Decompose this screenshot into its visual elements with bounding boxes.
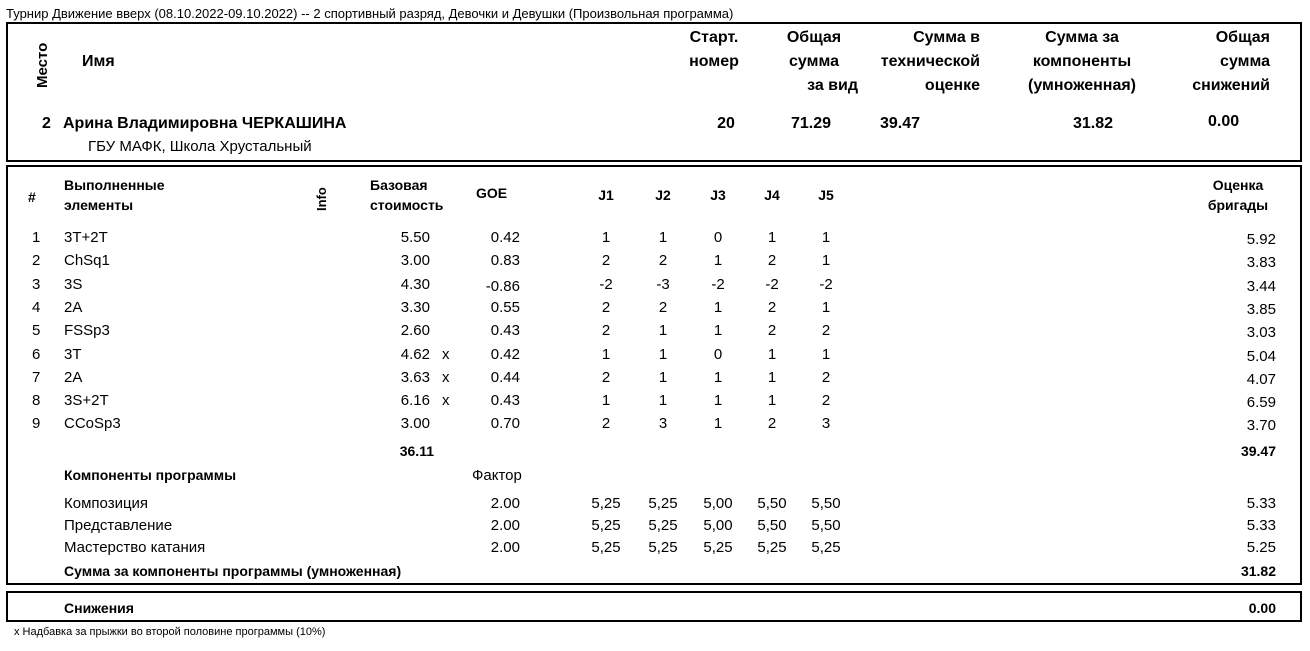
element-score: 4.07 [1246, 370, 1276, 388]
skater-pcs: 31.82 [1072, 115, 1114, 132]
judge-score: 1 [767, 229, 777, 246]
element-code: 2A [64, 298, 83, 316]
element-score: 3.70 [1246, 417, 1276, 435]
base-total: 36.11 [399, 443, 434, 459]
tes-total: 39.47 [1240, 443, 1276, 459]
element-goe: 0.43 [490, 322, 520, 340]
component-name: Представление [64, 517, 173, 534]
element-code: 3T [64, 345, 82, 363]
judge-component-score: 5,25 [757, 539, 787, 556]
tes-label: Сумма в технической оценке [880, 29, 980, 94]
components-sum: 31.82 [1240, 563, 1276, 579]
col-j4-label: J4 [764, 187, 780, 203]
judge-score: 1 [821, 229, 831, 246]
element-base: 4.62 [400, 345, 430, 363]
judge-component-score: 5,50 [757, 495, 787, 512]
judge-score: 1 [658, 392, 668, 410]
element-bonus-mark: x [442, 392, 450, 410]
col-base-label: Базовая стоимость [370, 177, 444, 213]
deductions-row-value: 0.00 [1248, 600, 1276, 616]
judge-component-score: 5,00 [703, 495, 733, 512]
element-goe: 0.44 [490, 368, 520, 386]
element-code: CCoSp3 [64, 415, 121, 433]
element-score: 3.44 [1246, 277, 1276, 295]
judge-component-score: 5,25 [648, 495, 678, 512]
component-factor: 2.00 [490, 539, 520, 556]
judge-score: 1 [767, 345, 777, 363]
col-num-label: # [28, 189, 36, 205]
skater-start-no: 20 [717, 115, 735, 132]
judge-score: 2 [767, 415, 777, 433]
col-j3-label: J3 [710, 187, 726, 203]
skater-place: 2 [42, 115, 51, 132]
element-num: 4 [32, 298, 41, 316]
element-base: 3.30 [400, 298, 430, 316]
element-num: 5 [32, 322, 41, 340]
judge-score: 1 [601, 345, 611, 363]
element-num: 7 [32, 368, 41, 386]
judge-score: 2 [821, 392, 831, 410]
judge-component-score: 5,00 [703, 517, 733, 534]
skater-summary-box [6, 22, 1302, 162]
start-no-label: Старт. номер [689, 29, 739, 70]
judge-score: 1 [713, 368, 723, 386]
judge-score: 2 [601, 252, 611, 270]
element-base: 2.60 [400, 322, 430, 340]
judge-score: 2 [767, 252, 777, 270]
col-info-label: Info [314, 187, 329, 211]
judge-score: 0 [713, 345, 723, 363]
element-code: ChSq1 [64, 252, 110, 270]
element-bonus-mark: x [442, 368, 450, 386]
judge-score: 2 [767, 322, 777, 340]
element-code: 2A [64, 368, 83, 386]
judge-component-score: 5,25 [703, 539, 733, 556]
col-j5-label: J5 [818, 187, 834, 203]
col-goe-label: GOE [476, 185, 508, 201]
judge-score: 1 [713, 415, 723, 433]
judge-score: 2 [821, 368, 831, 386]
element-goe: 0.42 [490, 229, 520, 246]
element-goe: 0.55 [490, 298, 520, 316]
judge-score: 2 [601, 415, 611, 433]
element-goe: 0.42 [490, 345, 520, 363]
judge-score: -2 [599, 275, 613, 293]
element-code: 3S+2T [64, 392, 109, 410]
judge-score: -2 [819, 275, 833, 293]
judge-score: 1 [601, 392, 611, 410]
element-base: 6.16 [400, 392, 430, 410]
element-num: 8 [32, 392, 41, 410]
judge-component-score: 5,25 [648, 517, 678, 534]
element-score: 5.92 [1246, 231, 1276, 248]
element-score: 3.85 [1246, 300, 1276, 318]
element-bonus-mark: x [442, 345, 450, 363]
element-score: 6.59 [1246, 394, 1276, 412]
component-factor: 2.00 [490, 495, 520, 512]
element-goe: -0.86 [485, 277, 520, 295]
judge-score: 3 [821, 415, 831, 433]
element-base: 4.30 [400, 275, 430, 293]
judge-component-score: 5,50 [757, 517, 787, 534]
judge-component-score: 5,25 [811, 539, 841, 556]
deductions-box [6, 591, 1302, 622]
col-score-label: Оценка бригады [1207, 177, 1269, 213]
judge-component-score: 5,50 [811, 517, 841, 534]
component-score: 5.33 [1246, 517, 1276, 534]
judge-component-score: 5,25 [648, 539, 678, 556]
col-element-label: Выполненные элементы [64, 177, 165, 213]
judge-score: -2 [711, 275, 725, 293]
component-score: 5.25 [1246, 539, 1276, 556]
judge-score: 0 [713, 229, 723, 246]
components-sum-label: Сумма за компоненты программы (умноженная) [64, 563, 402, 579]
element-base: 3.63 [400, 368, 430, 386]
element-goe: 0.43 [490, 392, 520, 410]
deductions-row-label: Снижения [64, 600, 134, 616]
judge-score: 1 [767, 368, 777, 386]
name-label: Имя [82, 53, 115, 70]
element-num: 6 [32, 345, 41, 363]
element-base: 3.00 [400, 252, 430, 270]
element-score: 3.03 [1246, 324, 1276, 342]
element-score: 5.04 [1246, 347, 1276, 365]
component-score: 5.33 [1246, 495, 1276, 512]
judge-score: 1 [658, 322, 668, 340]
judge-score: 1 [601, 229, 611, 246]
element-base: 3.00 [400, 415, 430, 433]
judge-score: 1 [821, 345, 831, 363]
judge-score: 2 [658, 298, 668, 316]
element-code: FSSp3 [64, 322, 110, 340]
judge-score: 1 [713, 322, 723, 340]
judge-score: 2 [601, 298, 611, 316]
element-score: 3.83 [1246, 254, 1276, 272]
element-goe: 0.70 [490, 415, 520, 433]
place-label: Место [34, 42, 51, 88]
element-goe: 0.83 [490, 252, 520, 270]
factor-label: Фактор [472, 467, 522, 484]
element-num: 2 [32, 252, 41, 270]
judge-score: 1 [658, 229, 668, 246]
judge-component-score: 5,25 [591, 539, 621, 556]
event-title: Турнир Движение вверх (08.10.2022-09.10.2022) -- 2 спортивный разряд, Девочки и Девушки (Произвольная программа) [6, 6, 734, 21]
element-code: 3T+2T [64, 229, 108, 246]
component-factor: 2.00 [490, 517, 520, 534]
skater-club: ГБУ МАФК, Школа Хрустальный [88, 138, 312, 155]
judge-score: -2 [765, 275, 779, 293]
judge-component-score: 5,25 [591, 517, 621, 534]
judge-score: 1 [821, 298, 831, 316]
judge-component-score: 5,25 [591, 495, 621, 512]
judge-score: 2 [658, 252, 668, 270]
skater-deductions: 0.00 [1208, 113, 1240, 130]
deductions-label: Общая сумма снижений [1192, 29, 1270, 94]
footnote: x Надбавка за прыжки во второй половине программы (10%) [14, 626, 326, 638]
judge-component-score: 5,50 [811, 495, 841, 512]
element-num: 1 [32, 229, 41, 246]
judge-score: 1 [713, 252, 723, 270]
total-label: Общая сумма за вид [786, 29, 858, 94]
element-num: 3 [32, 275, 41, 293]
judge-score: 1 [713, 392, 723, 410]
judge-score: 2 [767, 298, 777, 316]
judge-score: -3 [656, 275, 670, 293]
judge-score: 2 [601, 368, 611, 386]
components-title: Компоненты программы [64, 467, 237, 483]
skater-total: 71.29 [790, 115, 832, 132]
skater-tes: 39.47 [880, 115, 921, 132]
judge-score: 1 [713, 298, 723, 316]
judge-score: 2 [601, 322, 611, 340]
component-name: Композиция [64, 495, 149, 512]
element-num: 9 [32, 415, 41, 433]
skater-name: Арина Владимировна ЧЕРКАШИНА [63, 115, 347, 132]
col-j1-label: J1 [598, 187, 614, 203]
judge-score: 3 [658, 415, 668, 433]
component-name: Мастерство катания [64, 539, 206, 556]
element-code: 3S [64, 275, 83, 293]
judge-score: 1 [658, 345, 668, 363]
judge-score: 1 [821, 252, 831, 270]
col-j2-label: J2 [655, 187, 671, 203]
judge-score: 1 [767, 392, 777, 410]
element-base: 5.50 [400, 229, 430, 246]
pcs-label: Сумма за компоненты (умноженная) [1028, 29, 1136, 94]
judge-score: 2 [821, 322, 831, 340]
scores-box [6, 165, 1302, 585]
judge-score: 1 [658, 368, 668, 386]
